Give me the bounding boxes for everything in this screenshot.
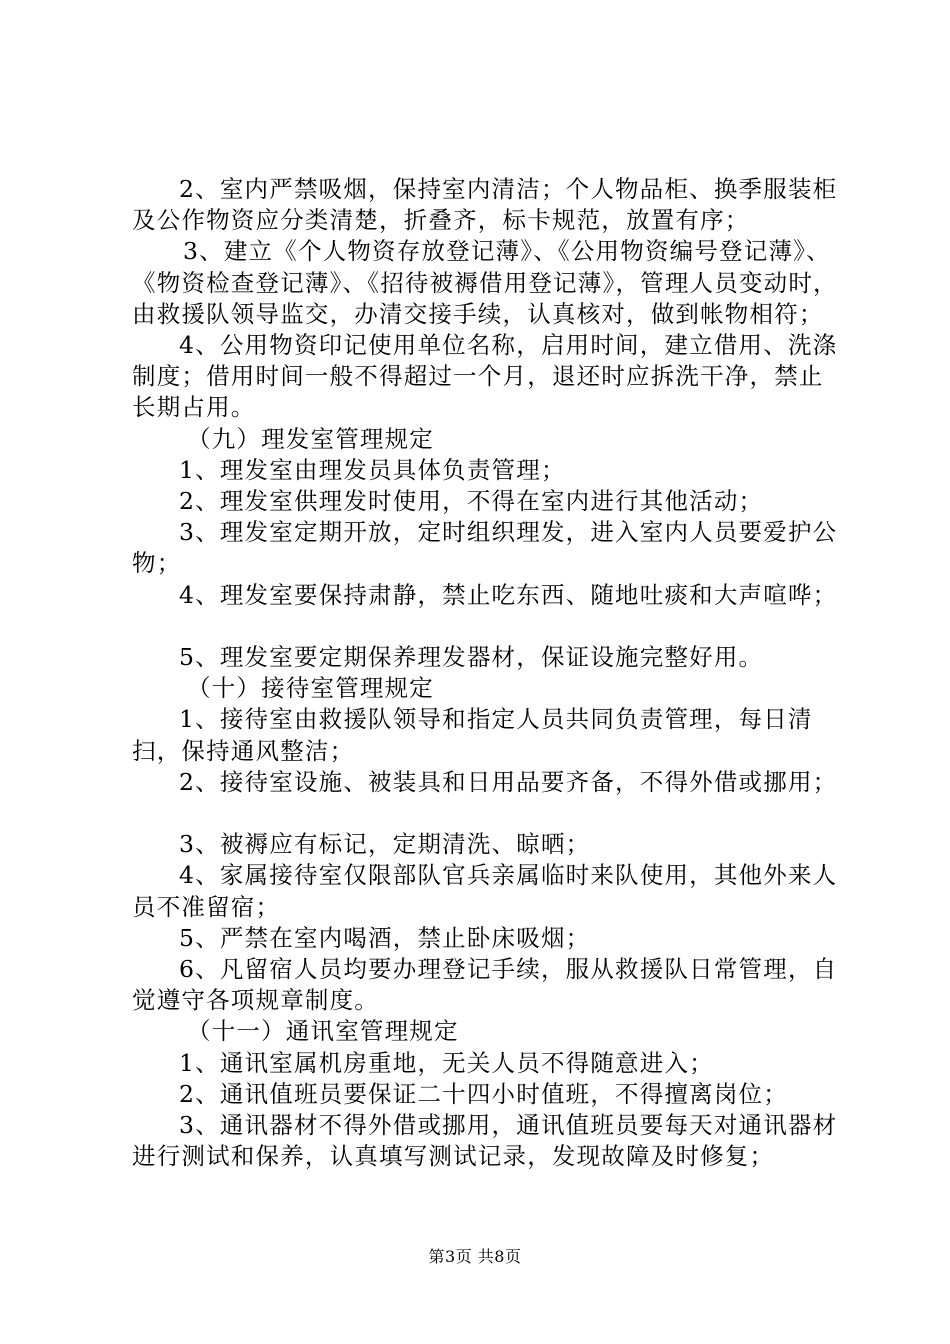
paragraph-2: 4、公用物资印记使用单位名称，启用时间，建立借用、洗涤制度；借用时间一般不得超过一个月，退还时应拆洗干净，禁止长期占用。 xyxy=(132,331,838,422)
body-text xyxy=(132,174,844,1172)
paragraph-15: 4、家属接待室仅限部队官兵亲属临时来队使用，其他外来人员不准留宿； xyxy=(132,861,838,921)
paragraph-21: 3、通讯器材不得外借或挪用，通讯值班员要每天对通讯器材进行测试和保养，认真填写测试记录，发现故障及时修复； xyxy=(132,1111,838,1171)
paragraph-1: 3、建立《个人物资存放登记薄》、《公用物资编号登记薄》、《物资检查登记薄》、《招待被褥借用登记薄》，管理人员变动时，由救援队领导监交，办清交接手续，认真核对，做到帐物相符； xyxy=(132,237,838,328)
section-heading-9: （九）理发室管理规定 xyxy=(187,424,434,453)
section-heading-10: （十）接待室管理规定 xyxy=(187,674,434,703)
paragraph-16: 5、严禁在室内喝酒，禁止卧床吸烟； xyxy=(179,923,591,952)
paragraph-19: 1、通讯室属机房重地，无关人员不得随意进入； xyxy=(179,1048,714,1077)
paragraph-5: 2、理发室供理发时使用，不得在室内进行其他活动； xyxy=(179,487,764,516)
paragraph-9: 5、理发室要定期保养理发器材，保证设施完整好用。 xyxy=(179,643,764,672)
section-heading-11: （十一）通讯室管理规定 xyxy=(187,1017,459,1046)
paragraph-12: 2、接待室设施、被装具和日用品要齐备，不得外借或挪用； xyxy=(179,767,838,796)
paragraph-0: 2、室内严禁吸烟，保持室内清洁；个人物品柜、换季服装柜及公作物资应分类清楚，折叠齐，标卡规范，放置有序； xyxy=(132,175,838,235)
paragraph-6: 3、理发室定期开放，定时组织理发，进入室内人员要爱护公物； xyxy=(132,518,838,578)
paragraph-14: 3、被褥应有标记，定期清洗、晾晒； xyxy=(179,830,591,859)
paragraph-11: 1、接待室由救援队领导和指定人员共同负责管理，每日清扫，保持通风整洁； xyxy=(132,705,813,765)
blank-line xyxy=(132,611,844,642)
blank-line xyxy=(132,798,844,829)
paragraph-17: 6、凡留宿人员均要办理登记手续，服从救援队日常管理，自觉遵守各项规章制度。 xyxy=(132,955,838,1015)
paragraph-4: 1、理发室由理发员具体负责管理； xyxy=(179,455,566,484)
paragraph-20: 2、通讯值班员要保证二十四小时值班，不得擅离岗位； xyxy=(179,1079,788,1108)
paragraph-7: 4、理发室要保持肃静，禁止吃东西、随地吐痰和大声喧哗； xyxy=(179,580,838,609)
page-number-footer: 第3页 共8页 xyxy=(428,1247,522,1266)
